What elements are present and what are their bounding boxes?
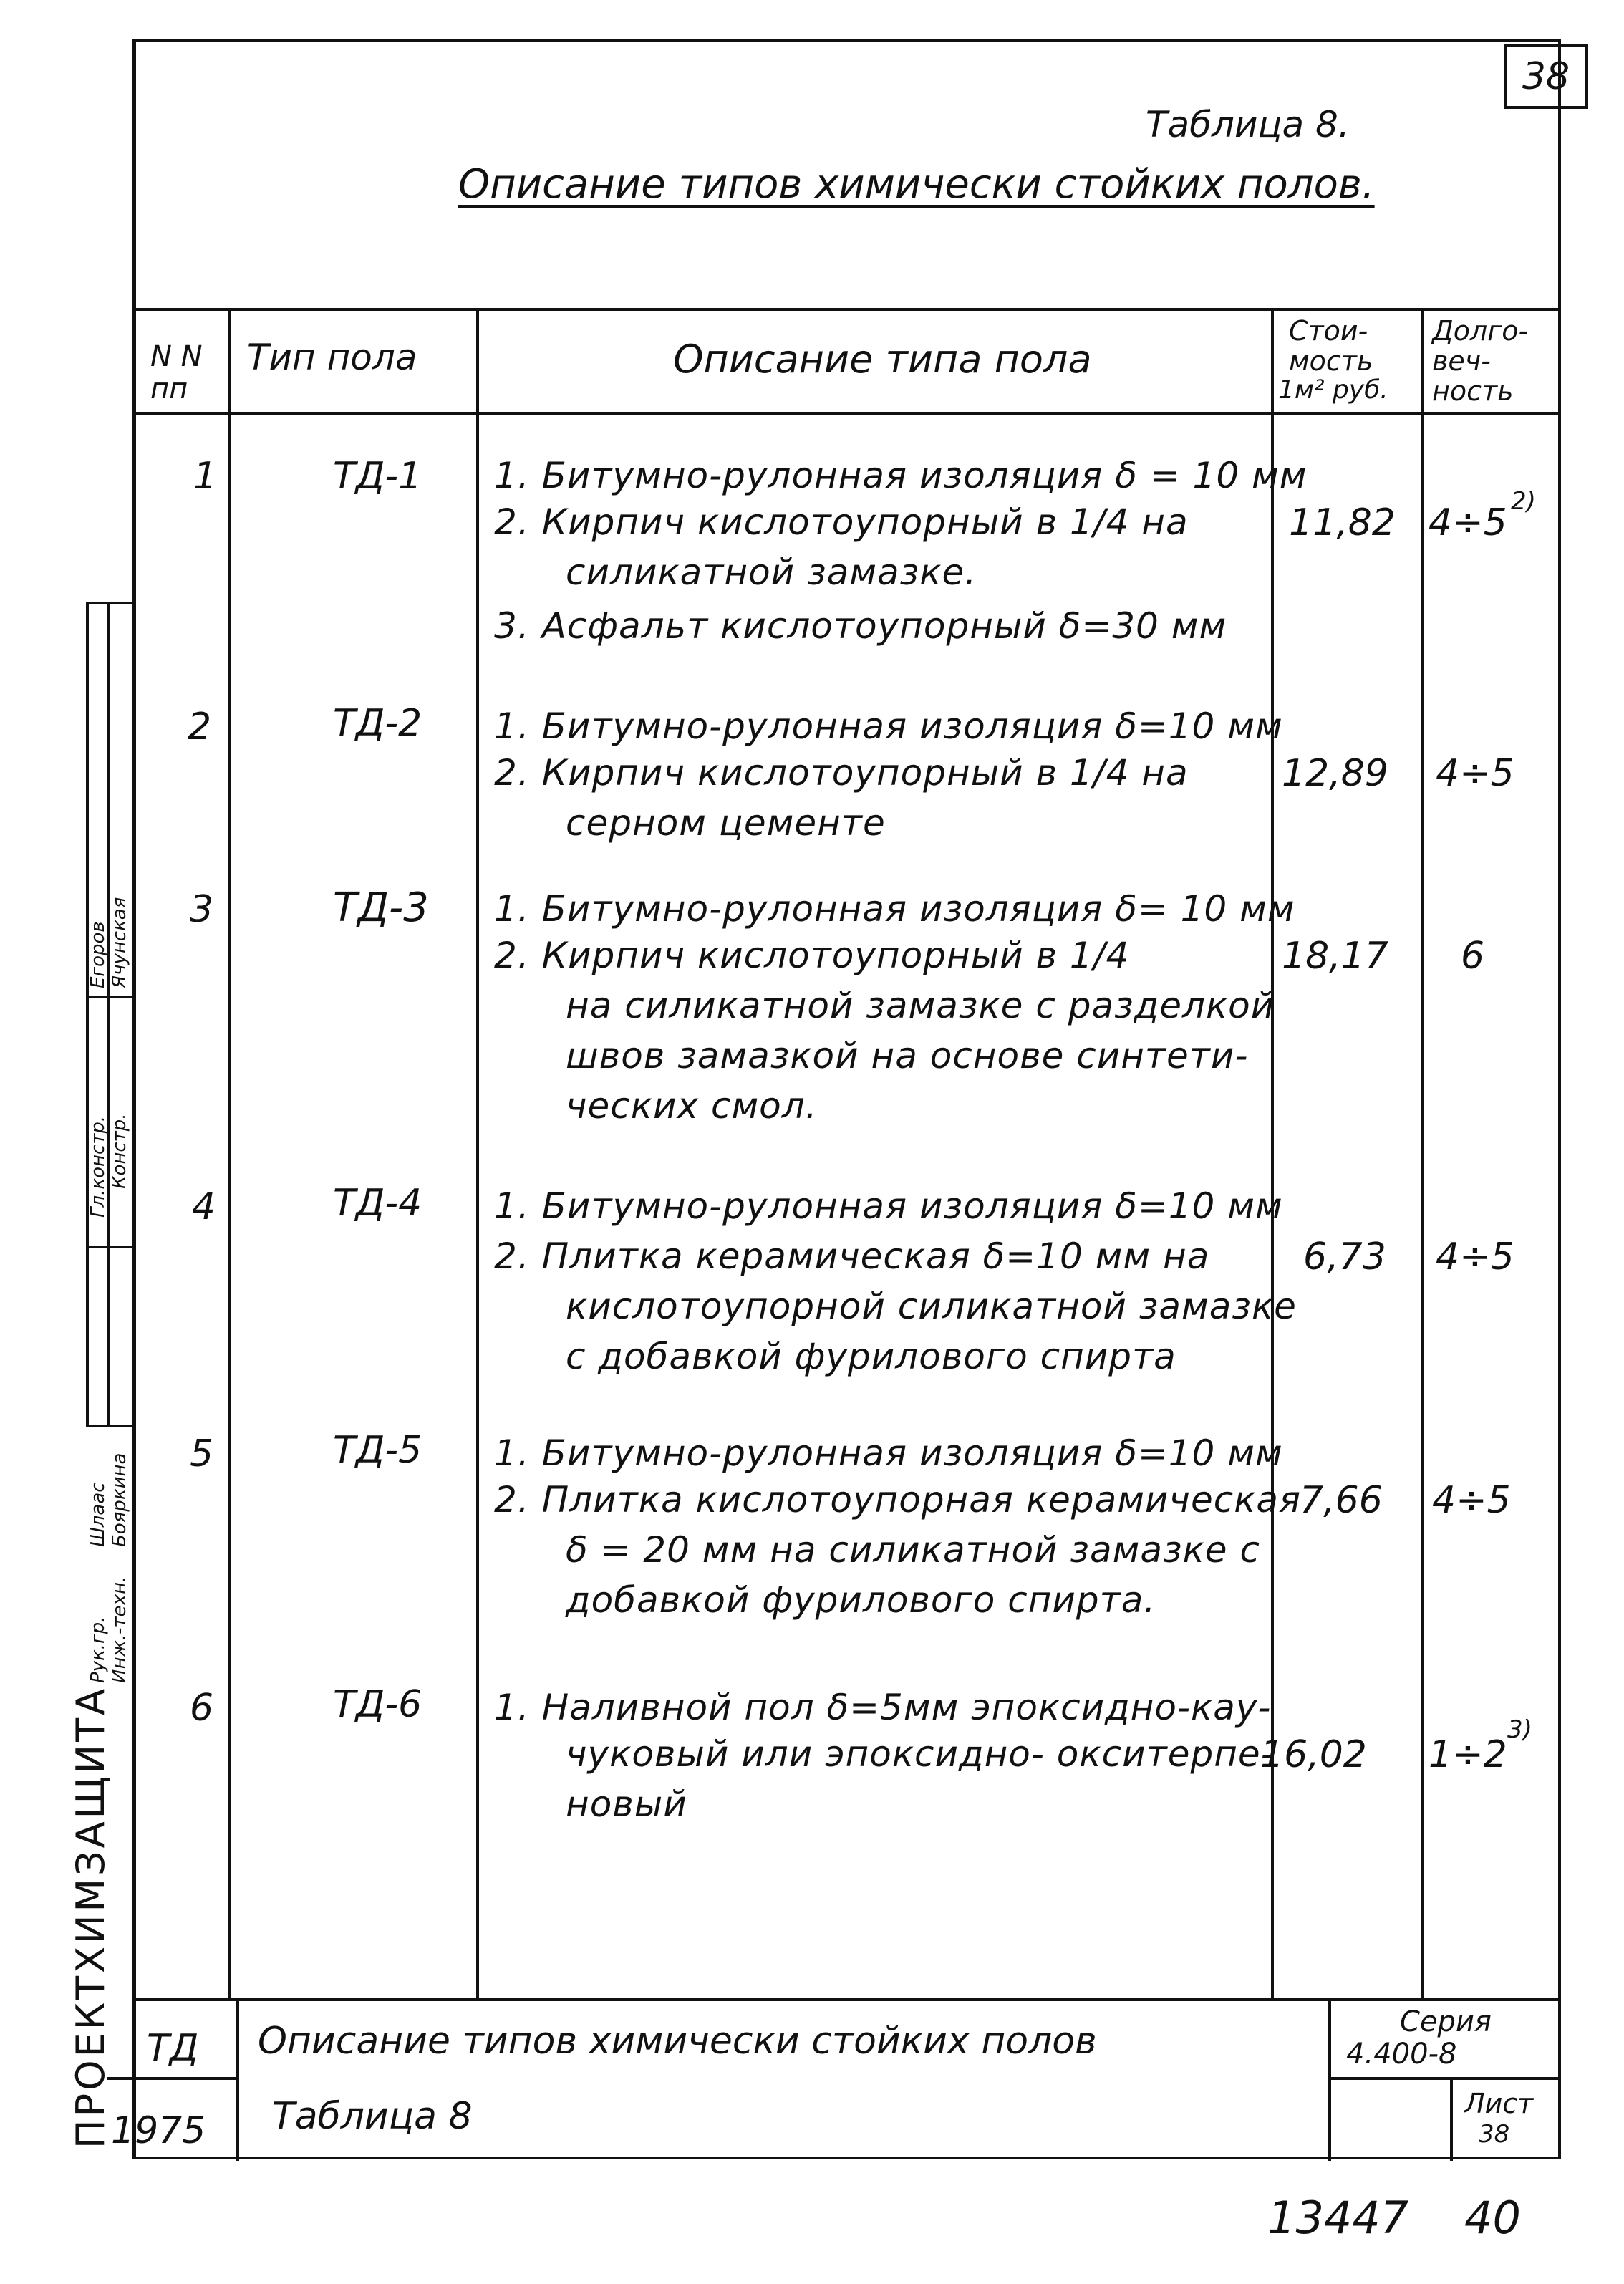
row-6-desc-3: новый — [566, 1783, 687, 1825]
table-top-line — [132, 308, 1561, 311]
row-5-desc-4: добавкой фурилового спирта. — [566, 1579, 1156, 1621]
row-6-desc-2: чуковый или эпоксидно- окситерпе- — [566, 1733, 1275, 1775]
row-1-cost: 11,82 — [1289, 501, 1396, 544]
row-6-num: 6 — [190, 1687, 214, 1730]
col-header-dur-1: Долго- — [1432, 315, 1529, 347]
stamp-title: Описание типов химически стойких полов — [258, 2020, 1097, 2063]
stamp-mid-line-right — [1328, 2077, 1561, 2080]
row-1-dur: 4÷5 — [1429, 501, 1507, 544]
row-4-dur: 4÷5 — [1436, 1235, 1514, 1278]
row-1-desc-3: силикатной замазке. — [566, 551, 977, 593]
row-3-type: ТД-3 — [333, 885, 429, 931]
margin-role-2: Констр. — [109, 1113, 130, 1189]
row-4-desc-3: кислотоупорной силикатной замазке — [566, 1286, 1297, 1327]
footer-inventory: 13447 — [1267, 2192, 1409, 2244]
row-2-desc-2: 2. Кирпич кислотоупорный в 1/4 на — [494, 752, 1189, 794]
row-3-num: 3 — [190, 888, 214, 931]
row-3-desc-5: ческих смол. — [566, 1085, 818, 1127]
col-divider-2 — [476, 309, 479, 2000]
col-header-cost-3: 1м² руб. — [1278, 375, 1388, 405]
row-3-desc-4: швов замазкой на основе синтети- — [566, 1035, 1249, 1076]
margin-strip-bottom — [86, 1425, 132, 1427]
stamp-divider-3 — [1450, 2077, 1453, 2161]
footer-page: 40 — [1464, 2192, 1521, 2244]
row-4-type: ТД-4 — [333, 1182, 422, 1225]
margin-strip-top — [86, 602, 132, 604]
margin-name-1: Егоров — [87, 921, 109, 988]
row-6-cost: 16,02 — [1260, 1733, 1367, 1776]
row-4-desc-4: с добавкой фурилового спирта — [566, 1336, 1176, 1377]
row-3-desc-3: на силикатной замазке с разделкой — [566, 985, 1275, 1026]
row-4-desc-1: 1. Битумно-рулонная изоляция δ=10 мм — [494, 1185, 1283, 1227]
row-6-type: ТД-6 — [333, 1683, 422, 1726]
row-6-dur-note: 3) — [1507, 1715, 1532, 1744]
stamp-top-line — [132, 1998, 1561, 2001]
stamp-year: 1975 — [111, 2109, 206, 2152]
stamp-code: ТД — [147, 2027, 199, 2070]
row-5-cost: 7,66 — [1300, 1479, 1383, 1522]
row-2-dur: 4÷5 — [1436, 752, 1514, 795]
margin-strip-line-1 — [86, 602, 89, 1425]
row-4-cost: 6,73 — [1303, 1235, 1386, 1278]
row-1-dur-note: 2) — [1511, 487, 1536, 516]
row-5-dur: 4÷5 — [1432, 1479, 1511, 1522]
row-5-desc-3: δ = 20 мм на силикатной замазке с — [566, 1529, 1260, 1571]
row-5-num: 5 — [190, 1432, 214, 1475]
row-3-dur: 6 — [1461, 935, 1485, 978]
col-divider-4 — [1421, 309, 1424, 2000]
margin-name-3: Шлаас — [87, 1482, 109, 1547]
row-2-desc-3: серном цементе — [566, 802, 886, 844]
margin-strip-line-2 — [107, 602, 110, 1425]
stamp-mid-line-left — [107, 2077, 236, 2080]
row-5-desc-2: 2. Плитка кислотоупорная керамическая — [494, 1479, 1302, 1521]
row-1-desc-1: 1. Битумно-рулонная изоляция δ = 10 мм — [494, 455, 1308, 496]
row-5-desc-1: 1. Битумно-рулонная изоляция δ=10 мм — [494, 1432, 1283, 1474]
stamp-subtitle: Таблица 8 — [272, 2095, 473, 2138]
row-2-desc-1: 1. Битумно-рулонная изоляция δ=10 мм — [494, 705, 1283, 747]
row-2-type: ТД-2 — [333, 702, 422, 745]
stamp-series-label: Серия — [1400, 2005, 1492, 2038]
col-header-num-2: пп — [150, 372, 188, 405]
margin-role-1: Гл.констр. — [87, 1115, 109, 1218]
margin-role-4: Инж.-техн. — [109, 1576, 130, 1683]
page-title: Описание типов химически стойких полов. — [458, 161, 1375, 208]
stamp-divider-1 — [236, 2000, 239, 2161]
col-header-desc: Описание типа пола — [673, 337, 1092, 382]
row-3-desc-1: 1. Битумно-рулонная изоляция δ= 10 мм — [494, 888, 1295, 930]
row-2-cost: 12,89 — [1282, 752, 1388, 795]
col-header-num-1: N N — [150, 340, 203, 373]
margin-role-3: Рук.гр. — [87, 1616, 109, 1683]
row-6-dur: 1÷2 — [1429, 1733, 1507, 1776]
stamp-divider-2 — [1328, 2000, 1331, 2161]
row-3-desc-2: 2. Кирпич кислотоупорный в 1/4 — [494, 935, 1130, 976]
margin-name-2: Ячунская — [109, 897, 130, 988]
sheet-number: 38 — [1504, 44, 1588, 109]
col-header-dur-2: веч- — [1432, 345, 1491, 377]
col-header-cost-2: мость — [1289, 345, 1373, 377]
row-1-type: ТД-1 — [333, 455, 422, 498]
margin-name-4: Бояркина — [109, 1452, 130, 1547]
margin-strip-sep-2 — [86, 1246, 132, 1248]
col-header-type: Тип пола — [247, 337, 417, 378]
row-4-desc-2: 2. Плитка керамическая δ=10 мм на — [494, 1235, 1210, 1277]
org-name: ПРОЕКТХИМЗАЩИТА — [68, 1685, 113, 2149]
stamp-sheet-label: Лист — [1464, 2088, 1534, 2119]
row-4-num: 4 — [192, 1185, 216, 1228]
row-1-desc-4: 3. Асфальт кислотоупорный δ=30 мм — [494, 605, 1227, 647]
row-1-num: 1 — [193, 455, 218, 498]
row-3-cost: 18,17 — [1282, 935, 1388, 978]
row-2-num: 2 — [188, 705, 212, 748]
row-1-desc-2: 2. Кирпич кислотоупорный в 1/4 на — [494, 501, 1189, 543]
col-header-dur-3: ность — [1432, 375, 1514, 407]
table-header-bottom-line — [132, 412, 1561, 415]
stamp-series-value: 4.400-8 — [1346, 2038, 1457, 2071]
stamp-sheet-value: 38 — [1479, 2120, 1510, 2149]
margin-strip-sep-1 — [86, 996, 132, 998]
col-header-cost-1: Стои- — [1289, 315, 1368, 347]
row-6-desc-1: 1. Наливной пол δ=5мм эпоксидно-кау- — [494, 1687, 1272, 1728]
col-divider-1 — [228, 309, 231, 2000]
table-label: Таблица 8. — [1146, 104, 1350, 145]
row-5-type: ТД-5 — [333, 1429, 422, 1472]
